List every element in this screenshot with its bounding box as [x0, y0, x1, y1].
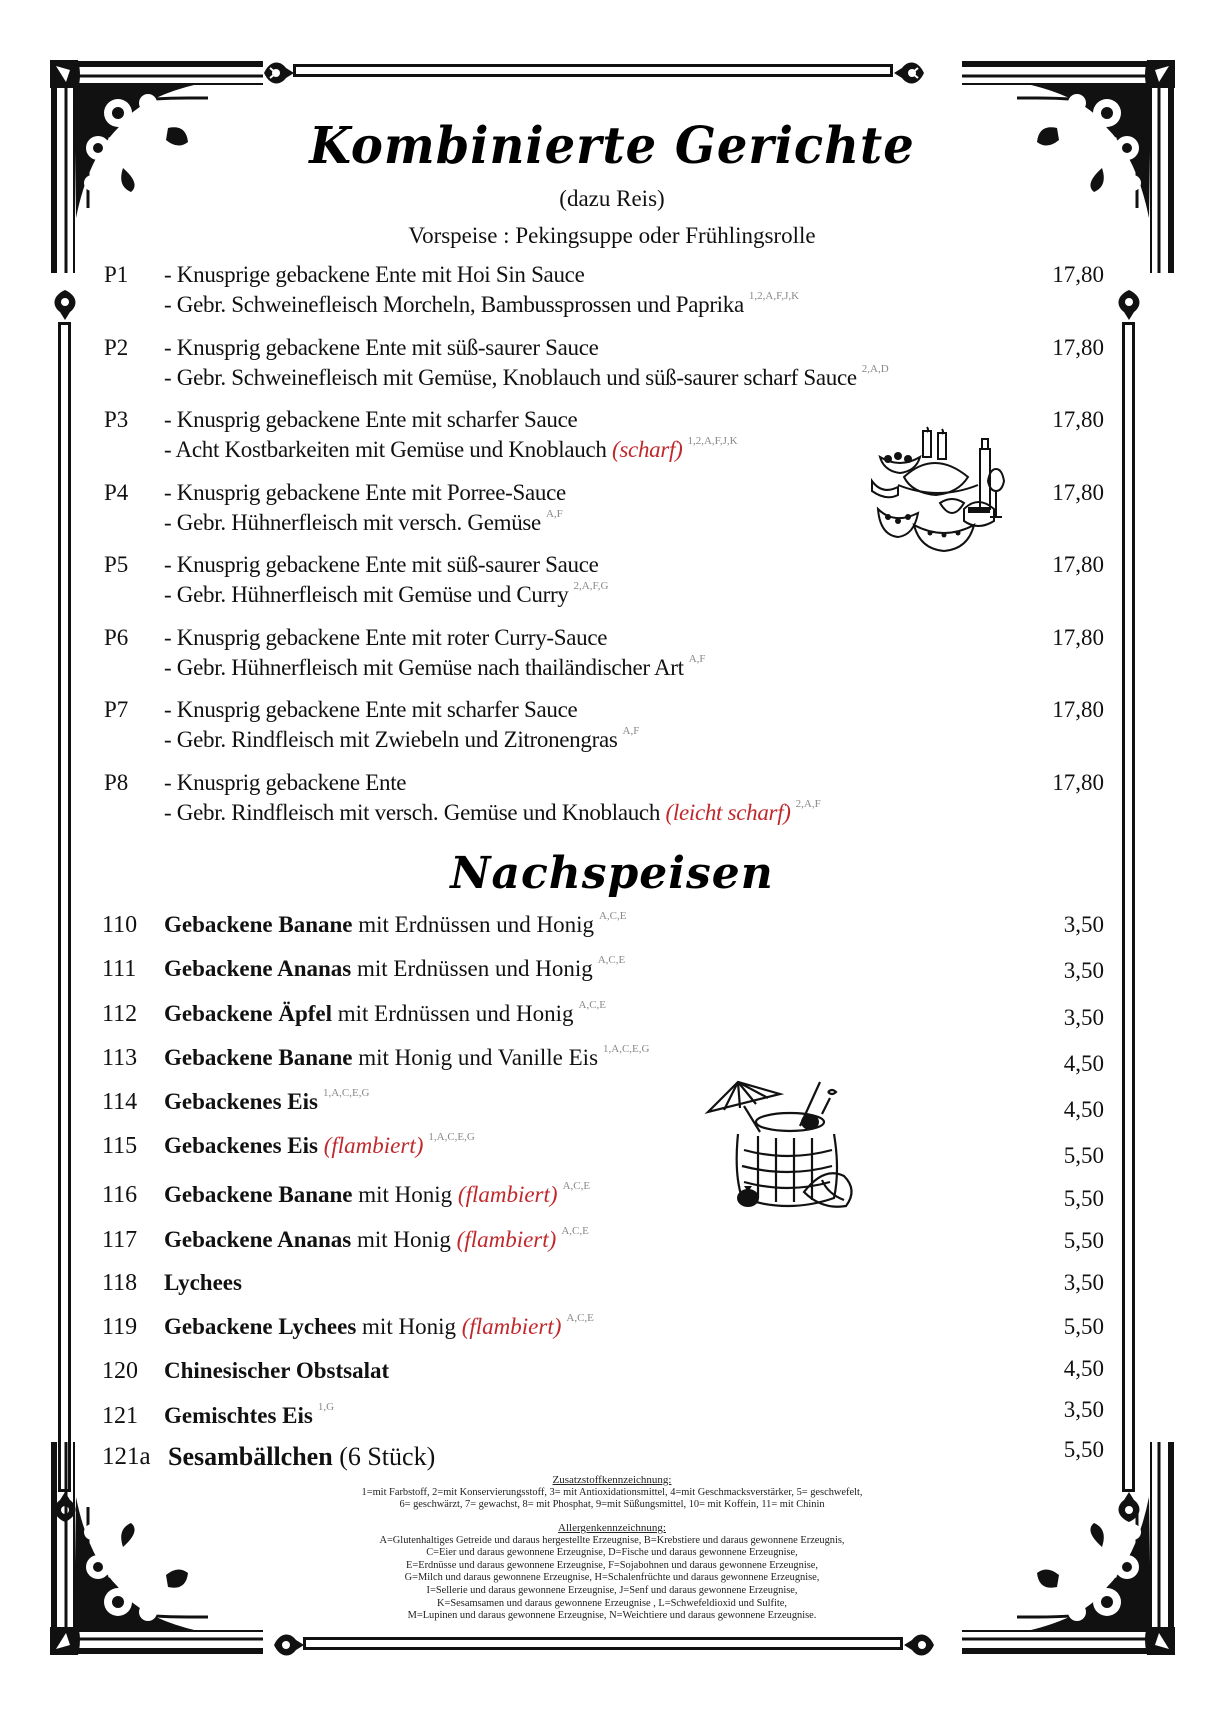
- allergen-codes: A,C,E: [566, 1312, 594, 1325]
- item-line-1: - Knusprige gebackene Ente mit Hoi Sin Sauce: [164, 262, 585, 287]
- item-line-2: [164, 292, 799, 318]
- item-name: Gebackene Äpfel: [164, 1000, 333, 1026]
- item-code: P7: [104, 697, 129, 722]
- item-description: (6 Stück): [332, 1441, 436, 1471]
- allergens-line: A=Glutenhaltiges Getreide und daraus hergestellte Erzeugnise, B=Krebstiere und daraus gewonnene Erzeugnis,: [379, 1534, 845, 1546]
- knob-ornament-icon: [48, 288, 82, 322]
- allergen-codes: A,C,E: [578, 998, 607, 1011]
- additives-line: 6= geschwärzt, 7= gewachst, 8= mit Phosphat, 9=mit Süßungsmittel, 10= mit Koffein, 11= mit Chinin: [399, 1499, 825, 1511]
- menu-item: [102, 998, 1104, 1045]
- frame-top-bar: [293, 64, 893, 77]
- item-code: P1: [104, 262, 129, 287]
- allergen-codes: A,C,E: [561, 1224, 589, 1237]
- item-text: [164, 1270, 242, 1296]
- frame-right-bar: [1122, 322, 1135, 1492]
- item-text: [164, 1358, 389, 1384]
- dessert-section-title: Nachspeisen: [450, 848, 774, 899]
- item-line-1: - Knusprig gebackene Ente mit süß-saurer Sauce: [164, 552, 599, 577]
- item-code: 119: [102, 1314, 138, 1341]
- item-description: - Gebr. Rindfleisch mit versch. Gemüse und Knoblauch: [164, 799, 661, 825]
- menu-item: [102, 956, 1104, 1000]
- item-description: mit Erdnüssen und Honig: [351, 956, 593, 982]
- knob-ornament-icon: [48, 1490, 82, 1524]
- item-description: mit Honig und Vanille Eis: [352, 1044, 599, 1070]
- item-name: Gebackene Ananas: [164, 1226, 352, 1252]
- allergen-codes: 1,2,A,F,J,K: [687, 435, 738, 447]
- item-description: - Gebr. Schweinefleisch mit Gemüse, Knoblauch und süß-saurer scharf Sauce: [164, 364, 857, 390]
- item-code: 118: [102, 1269, 138, 1296]
- item-name: Gebackene Banane: [164, 912, 353, 937]
- item-code: 115: [102, 1133, 138, 1160]
- allergen-codes: A,C,E: [598, 910, 627, 922]
- item-price: 17,80: [1052, 262, 1104, 287]
- item-line-2: [164, 507, 563, 536]
- allergen-codes: 1,A,C,E,G: [322, 1087, 370, 1100]
- item-line-2: [164, 362, 889, 391]
- item-name: Gebackenes Eis: [164, 1089, 318, 1115]
- knob-ornament-icon: [902, 1628, 936, 1662]
- menu-item: [102, 1089, 1104, 1133]
- item-description: mit Erdnüssen und Honig: [332, 1000, 574, 1026]
- item-code: 121a: [102, 1442, 151, 1470]
- allergen-codes: 1,A,C,E,G: [428, 1131, 475, 1144]
- item-code: 120: [102, 1358, 138, 1385]
- menu-item: [102, 1314, 1104, 1358]
- item-name: Gebackenes Eis: [164, 1133, 318, 1159]
- allergen-codes: A,C,E: [562, 1179, 591, 1192]
- item-description: mit Erdnüssen und Honig: [352, 912, 594, 937]
- allergens-legend: [260, 1522, 964, 1623]
- additives-line: 1=mit Farbstoff, 2=mit Konservierungsstoff, 3= mit Antioxidationsmittel, 4=mit Geschmacksverstärker, 5= geschwefelt,: [361, 1486, 863, 1498]
- item-text: [164, 1089, 369, 1115]
- knob-ornament-icon: [262, 56, 296, 90]
- item-text: [164, 1179, 591, 1208]
- allergen-codes: 1,2,A,F,J,K: [748, 290, 800, 302]
- item-line-2: [164, 437, 738, 463]
- spicy-tag: (leicht scharf): [665, 799, 791, 825]
- allergens-line: K=Sesamsamen und daraus gewonnene Erzeugnise , L=Schwefeldioxid und Sulfite,: [437, 1597, 787, 1609]
- knob-ornament-icon: [272, 1628, 306, 1662]
- allergens-line: G=Milch und daraus gewonnene Erzeugnise, H=Schalenfrüchte und daraus gewonnene Erzeugnise,: [404, 1572, 820, 1584]
- item-line-1: - Knusprig gebackene Ente mit süß-saurer Sauce: [164, 334, 599, 360]
- item-description: - Gebr. Rindfleisch mit Zwiebeln und Zitronengras: [164, 727, 618, 752]
- allergens-line: E=Erdnüsse und daraus gewonnene Erzeugnise, F=Sojabohnen und daraus gewonnene Erzeugnise,: [406, 1559, 818, 1571]
- item-text: [164, 956, 625, 982]
- item-text: [164, 912, 626, 938]
- item-line-1: - Knusprig gebackene Ente mit roter Curry-Sauce: [164, 624, 608, 650]
- allergen-codes: 2,A,F,G: [573, 580, 609, 592]
- item-text: [164, 1224, 589, 1253]
- menu-item: [102, 1396, 1104, 1447]
- item-name: Chinesischer Obstsalat: [164, 1358, 390, 1384]
- allergens-line: M=Lupinen und daraus gewonnene Erzeugnise, N=Weichtiere und daraus gewonnene Erzeugnise.: [407, 1610, 817, 1622]
- item-price: 5,50: [1063, 1143, 1104, 1169]
- combo-section-title: Kombinierte Gerichte: [309, 116, 915, 176]
- item-price: 3,50: [1063, 1269, 1104, 1295]
- item-line-1: - Knusprig gebackene Ente: [164, 769, 407, 795]
- combo-starter-note: Vorspeise : Pekingsuppe oder Frühlingsrolle: [408, 223, 816, 248]
- item-price: 3,50: [1063, 1396, 1104, 1422]
- item-price: 17,80: [1052, 697, 1104, 722]
- item-text: [164, 1400, 335, 1429]
- menu-item: [102, 1133, 1104, 1177]
- combo-subtitle: (dazu Reis): [559, 186, 665, 211]
- allergen-codes: 2,A,D: [861, 362, 889, 375]
- item-price: 17,80: [1052, 407, 1104, 432]
- item-code: 110: [102, 912, 138, 938]
- item-line-2: [164, 727, 639, 753]
- item-code: 114: [102, 1089, 138, 1116]
- item-price: 17,80: [1052, 624, 1104, 650]
- item-name: Gebackene Banane: [164, 1181, 353, 1207]
- item-code: 117: [102, 1226, 138, 1253]
- item-text: [164, 1133, 475, 1159]
- knob-ornament-icon: [1112, 288, 1146, 322]
- spicy-tag: (scharf): [612, 437, 683, 462]
- item-price: 17,80: [1052, 334, 1104, 360]
- item-description: mit Honig: [351, 1226, 457, 1252]
- item-code: P3: [104, 407, 129, 432]
- item-description: - Gebr. Hühnerfleisch mit versch. Gemüse: [164, 509, 541, 535]
- additives-legend: [260, 1474, 964, 1512]
- item-price: 4,50: [1063, 1050, 1104, 1076]
- item-price: 5,50: [1063, 1436, 1104, 1462]
- allergens-heading: Allergenkennzeichnung:: [558, 1522, 666, 1534]
- item-line-1: - Knusprig gebackene Ente mit scharfer Sauce: [164, 407, 578, 432]
- item-name: Lychees: [164, 1269, 242, 1295]
- flambe-tag: (flambiert): [457, 1181, 558, 1207]
- item-description: mit Honig: [352, 1181, 458, 1207]
- menu-item: [102, 1358, 1104, 1402]
- allergen-codes: 1,G: [317, 1400, 335, 1413]
- item-name: Gebackene Banane: [164, 1044, 353, 1070]
- allergen-codes: 1,A,C,E,G: [603, 1042, 650, 1055]
- item-text: [168, 1442, 435, 1472]
- item-price: 4,50: [1063, 1097, 1104, 1123]
- item-text: [164, 1042, 650, 1071]
- item-line-2: [164, 652, 706, 681]
- item-text: [164, 998, 607, 1027]
- item-price: 3,50: [1063, 958, 1104, 984]
- item-description: mit Honig: [356, 1314, 462, 1340]
- item-line-2: [164, 582, 608, 608]
- menu-item: [104, 770, 1104, 843]
- flambe-tag: (flambiert): [456, 1226, 557, 1252]
- menu-item: [104, 335, 1104, 408]
- menu-item: [104, 262, 1104, 335]
- frame-left-bar: [58, 322, 71, 1492]
- item-price: 17,80: [1052, 769, 1104, 795]
- item-name: Gebackene Lychees: [164, 1314, 357, 1340]
- allergen-codes: A,F: [622, 725, 640, 737]
- allergen-codes: 2,A,F: [795, 797, 821, 810]
- item-price: 5,50: [1063, 1227, 1104, 1253]
- item-code: P8: [104, 769, 129, 795]
- additives-heading: Zusatzstoffkennzeichnung:: [552, 1474, 672, 1486]
- allergen-codes: A,C,E: [597, 954, 626, 967]
- dessert-list: [102, 912, 1104, 1491]
- item-line-1: - Knusprig gebackene Ente mit Porree-Sauce: [164, 479, 566, 505]
- flambe-tag: (flambiert): [323, 1133, 424, 1159]
- item-price: 3,50: [1063, 912, 1104, 937]
- item-code: 111: [102, 956, 137, 983]
- item-text: [164, 1314, 594, 1340]
- item-description: - Gebr. Schweinefleisch Morcheln, Bambussprossen und Paprika: [164, 292, 744, 317]
- item-code: P5: [104, 552, 129, 577]
- item-code: 113: [102, 1044, 138, 1071]
- knob-ornament-icon: [1112, 1490, 1146, 1524]
- item-description: - Gebr. Hühnerfleisch mit Gemüse und Curry: [164, 582, 569, 607]
- pineapple-cocktail-illustration: [704, 1080, 874, 1220]
- item-price: 17,80: [1052, 479, 1104, 505]
- item-code: P6: [104, 624, 129, 650]
- item-price: 5,50: [1063, 1314, 1104, 1340]
- flambe-tag: (flambiert): [461, 1314, 562, 1340]
- item-price: 17,80: [1052, 552, 1104, 577]
- item-code: 121: [102, 1402, 138, 1429]
- item-price: 3,50: [1063, 1004, 1104, 1030]
- menu-item: [102, 1042, 1104, 1089]
- item-line-2: [164, 797, 821, 826]
- item-code: 112: [102, 1000, 138, 1027]
- item-price: 4,50: [1063, 1356, 1104, 1382]
- item-code: P4: [104, 479, 129, 505]
- menu-item: [104, 625, 1104, 698]
- item-line-1: - Knusprig gebackene Ente mit scharfer Sauce: [164, 697, 578, 722]
- item-description: - Gebr. Hühnerfleisch mit Gemüse nach thailändischer Art: [164, 654, 684, 680]
- item-name: Sesambällchen: [168, 1441, 333, 1471]
- menu-item: [102, 1178, 1104, 1224]
- allergen-codes: A,F: [688, 652, 706, 665]
- knob-ornament-icon: [892, 56, 926, 90]
- allergens-line: C=Eier und daraus gewonnene Erzeugnise, D=Fische und daraus gewonnene Erzeugnise,: [426, 1547, 798, 1559]
- item-code: P2: [104, 334, 129, 360]
- frame-bottom-bar: [303, 1637, 903, 1650]
- menu-item: [102, 912, 1104, 956]
- feast-table-illustration: [868, 425, 1018, 565]
- item-name: Gebackene Ananas: [164, 956, 352, 982]
- allergen-codes: A,F: [545, 507, 563, 520]
- item-name: Gemischtes Eis: [164, 1402, 313, 1428]
- item-description: - Acht Kostbarkeiten mit Gemüse und Knoblauch: [164, 437, 607, 462]
- item-code: 116: [102, 1181, 138, 1208]
- item-price: 5,50: [1063, 1185, 1104, 1211]
- menu-item: [102, 1270, 1104, 1314]
- menu-item: [104, 697, 1104, 770]
- allergens-line: I=Sellerie und daraus gewonnene Erzeugnise, J=Senf und daraus gewonnene Erzeugnise,: [426, 1584, 798, 1596]
- menu-item: [102, 1224, 1104, 1270]
